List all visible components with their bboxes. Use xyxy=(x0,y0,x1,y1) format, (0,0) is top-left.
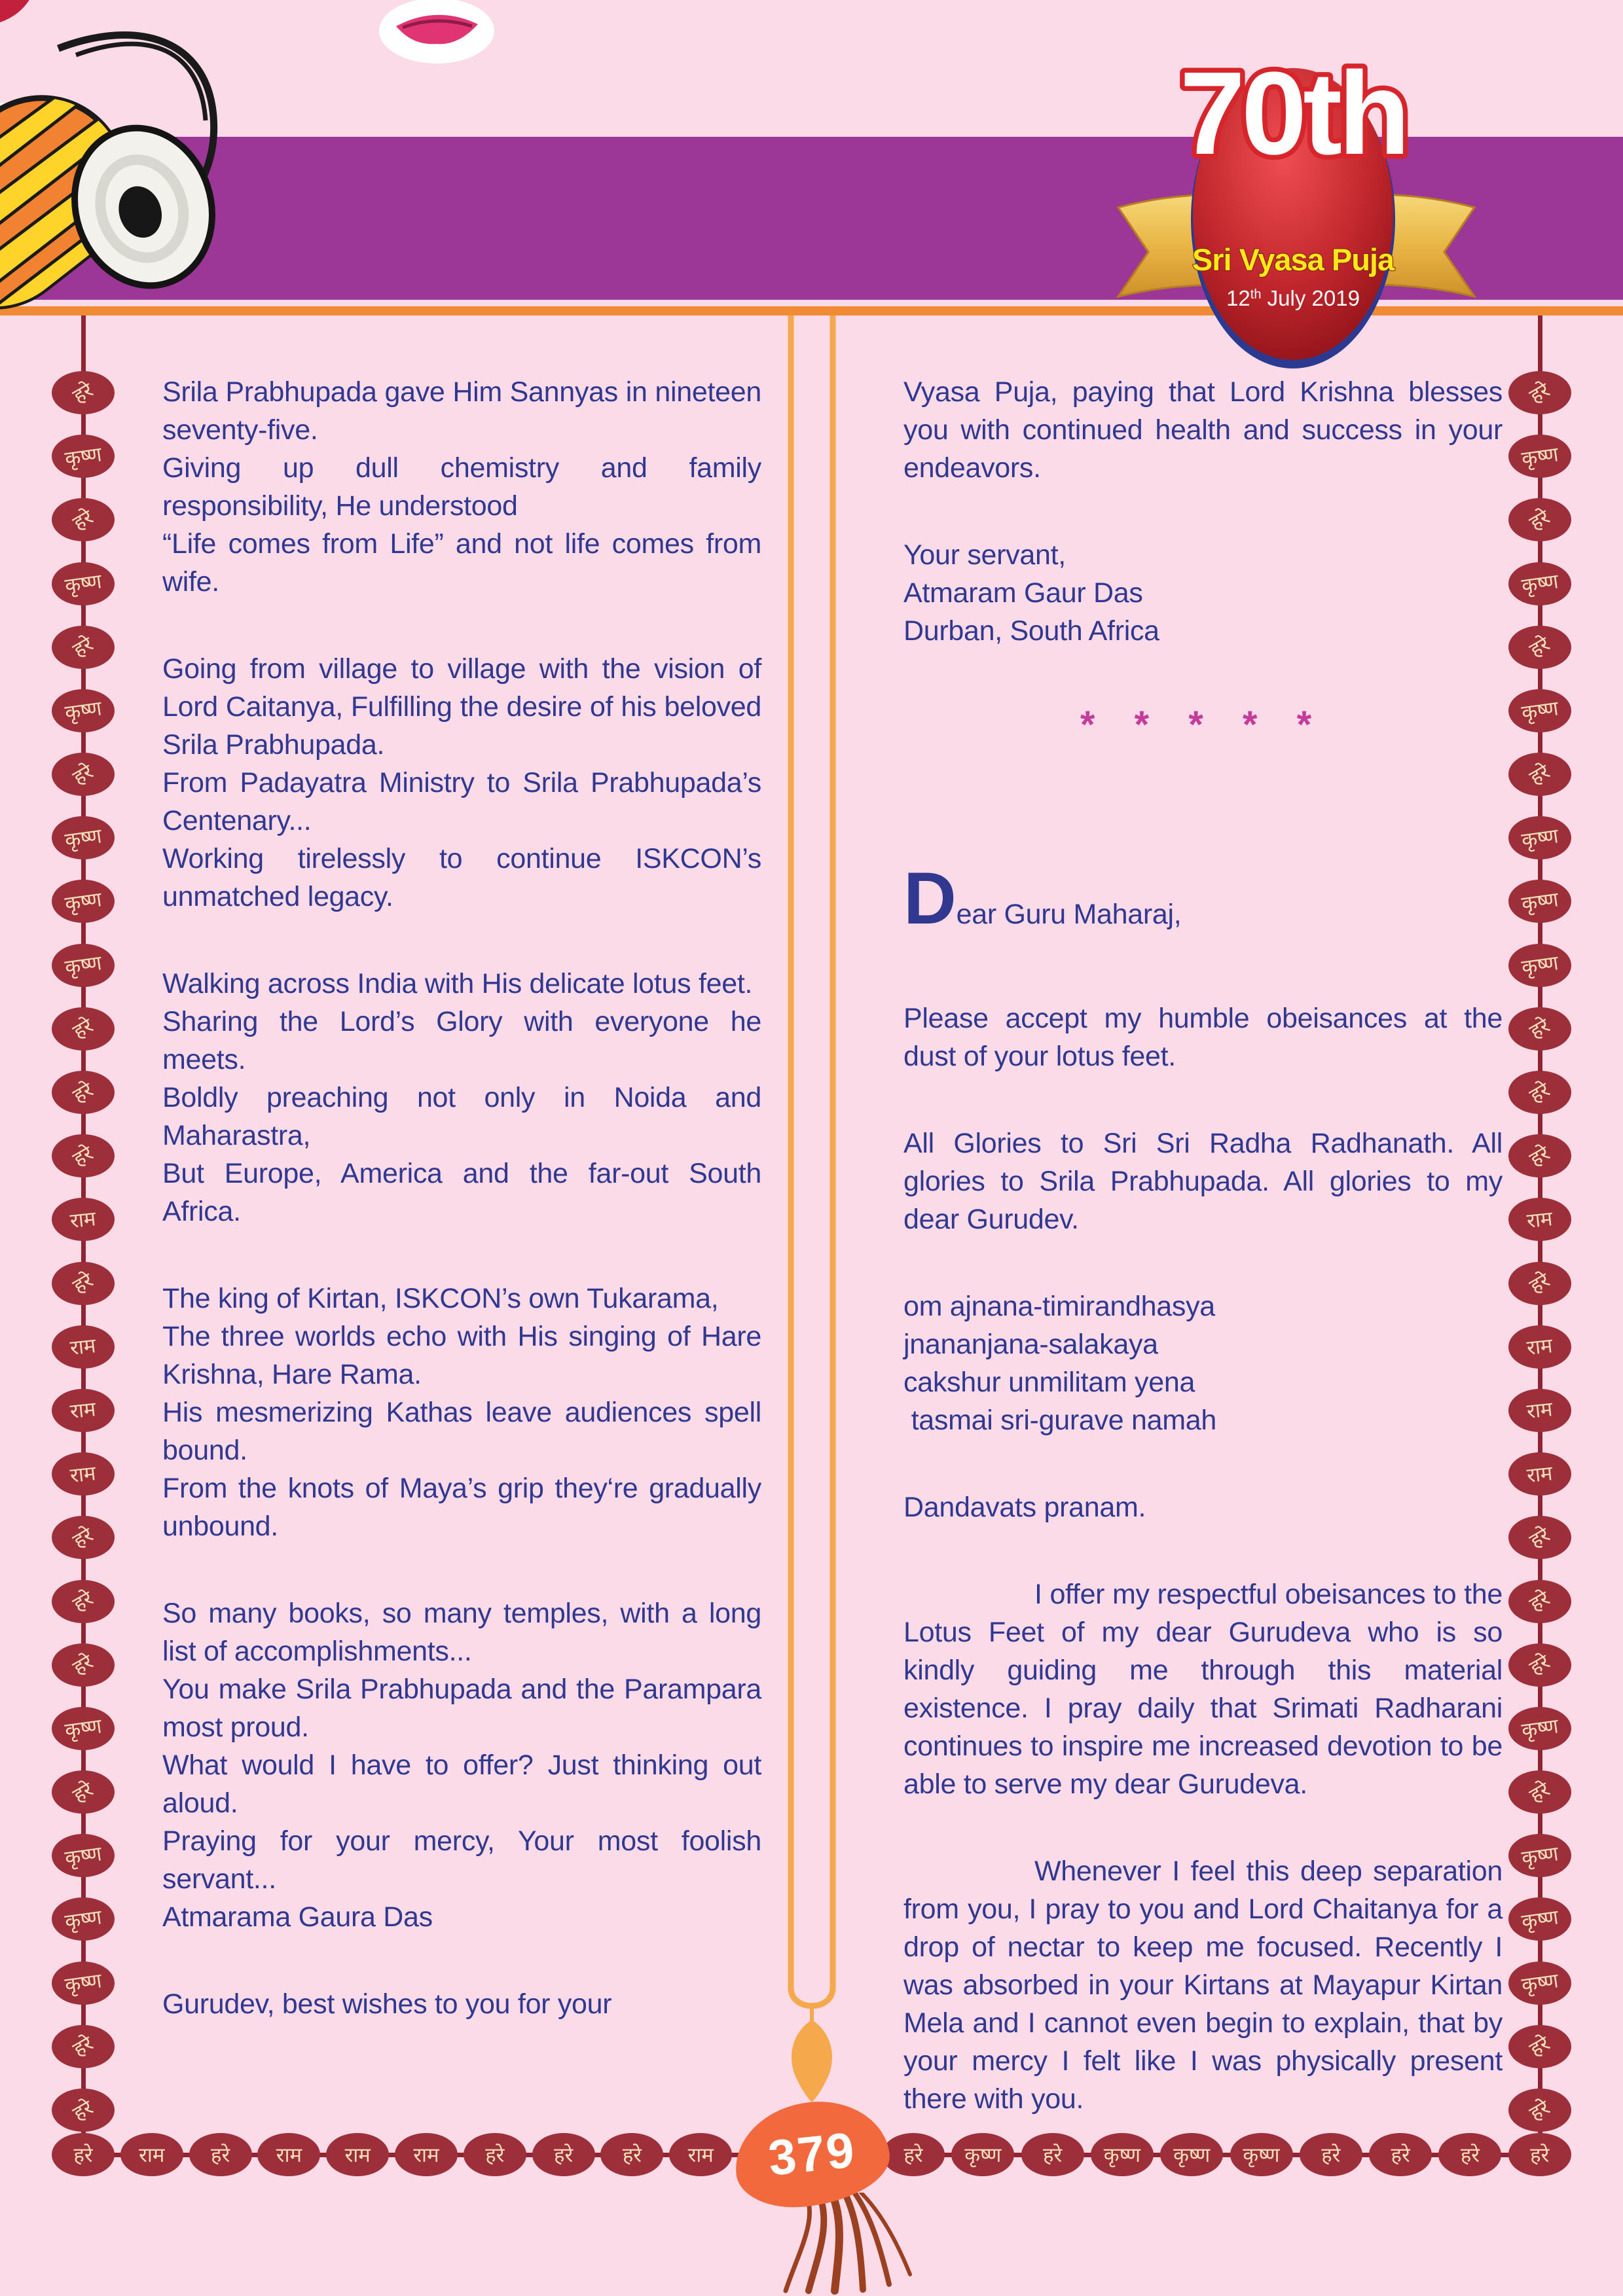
mantra-bead-label: राम xyxy=(69,1334,98,1360)
mantra-bead xyxy=(600,2133,663,2176)
paragraph: Dandavats pranam. xyxy=(903,1492,1146,1523)
verse-line: jnananjana-salakaya xyxy=(903,1329,1158,1360)
mantra-bead-label: राम xyxy=(69,1461,98,1487)
mantra-bead-label: हरे xyxy=(1525,378,1554,408)
right-text-column xyxy=(903,373,1503,2118)
mantra-bead-label: कृष्ण xyxy=(63,888,103,916)
mantra-bead-label: हरे xyxy=(1525,759,1554,789)
mantra-bead-label: राम xyxy=(687,2143,714,2166)
mantra-bead-label: कृष्ण xyxy=(63,442,103,471)
mantra-bead xyxy=(1508,880,1571,923)
mantra-bead xyxy=(532,2133,595,2176)
mantra-bead-label: हरे xyxy=(69,632,98,662)
mantra-bead-label: राम xyxy=(1525,1461,1554,1487)
mantra-bead-label: कृष्ण xyxy=(63,951,103,979)
verse-line: om ajnana-timirandhasya xyxy=(903,1291,1215,1322)
paragraph: Boldly preaching not only in Noida and Maharastra, xyxy=(162,1082,761,1151)
mantra-bead xyxy=(120,2133,183,2176)
paragraph: You make Srila Prabhupada and the Parampara most proud. xyxy=(162,1674,761,1743)
mantra-bead xyxy=(52,944,115,987)
paragraph: Gurudev, best wishes to you for your xyxy=(162,1988,612,2020)
mantra-bead-label: हरे xyxy=(1460,2143,1480,2166)
mantra-bead xyxy=(1021,2133,1084,2176)
paragraph: Walking across India with His delicate lotus feet. xyxy=(162,968,753,999)
mantra-bead-label: हरे xyxy=(1525,1077,1554,1107)
mantra-bead-label: हरे xyxy=(1321,2143,1341,2166)
mantra-bead xyxy=(52,435,115,478)
mantra-bead-label: हरे xyxy=(69,1268,98,1299)
mantra-bead-label: कृष्ण xyxy=(1520,1905,1560,1933)
mantra-bead xyxy=(669,2133,732,2176)
mantra-bead-label: कृष्ण xyxy=(964,2143,1002,2166)
paragraph: All Glories to Sri Sri Radha Radhanath. All glories to Srila Prabhupada. All glories to my dear Gurudev. xyxy=(903,1128,1503,1235)
mantra-bead-label: राम xyxy=(1525,1334,1554,1360)
tassel-brush-icon xyxy=(779,2193,930,2296)
mantra-bead xyxy=(52,1643,115,1687)
mantra-bead-label: कृष्ण xyxy=(1520,824,1560,852)
mantra-bead xyxy=(1508,1580,1571,1623)
mantra-bead-label: हरे xyxy=(69,2095,98,2125)
page-number: 379 xyxy=(765,2121,858,2187)
mantra-bead-label: कृष्ण xyxy=(1103,2143,1140,2166)
mantra-bead xyxy=(1508,371,1571,414)
mantra-bead-label: हरे xyxy=(1525,2095,1554,2125)
mantra-bead xyxy=(189,2133,252,2176)
mantra-bead xyxy=(52,689,115,732)
signature-line: Durban, South Africa xyxy=(903,615,1159,647)
mantra-bead-label: कृष्ण xyxy=(63,824,103,852)
mantra-bead xyxy=(1508,435,1571,478)
mantra-bead xyxy=(882,2133,945,2176)
mantra-bead xyxy=(1508,816,1571,859)
mantra-bead xyxy=(1508,2089,1571,2132)
signature-line: Atmaram Gaur Das xyxy=(903,577,1143,609)
paragraph: Sharing the Lord’s Glory with everyone he meets. xyxy=(162,1006,761,1075)
mantra-bead xyxy=(1508,1198,1571,1241)
paragraph: From Padayatra Ministry to Srila Prabhupada’s Centenary... xyxy=(162,767,761,836)
mantra-bead-label: हरे xyxy=(1525,1522,1554,1552)
mantra-bead xyxy=(1091,2133,1154,2176)
mantra-bead-label: राम xyxy=(1525,1206,1554,1232)
mantra-bead-label: हरे xyxy=(1525,2032,1554,2062)
mantra-bead xyxy=(52,1770,115,1814)
mantra-bead xyxy=(1508,753,1571,796)
mantra-bead xyxy=(1508,1134,1571,1177)
paragraph: Giving up dull chemistry and family responsibility, He understood xyxy=(162,452,761,522)
mantra-bead xyxy=(52,2133,115,2176)
mantra-bead xyxy=(52,2089,115,2132)
mantra-bead xyxy=(52,1580,115,1623)
mantra-bead-label: हरे xyxy=(1525,1268,1554,1299)
mantra-bead-label: कृष्ण xyxy=(63,696,103,725)
mantra-bead-label: हरे xyxy=(73,2143,93,2166)
mantra-bead xyxy=(52,1452,115,1496)
mantra-bead xyxy=(1438,2133,1501,2176)
mantra-bead xyxy=(1230,2133,1293,2176)
paragraph: Srila Prabhupada gave Him Sannyas in nineteen seventy-five. xyxy=(162,376,761,446)
signature-line: Your servant, xyxy=(903,539,1066,571)
sanskrit-verse xyxy=(903,1287,1503,1439)
mantra-bead xyxy=(52,626,115,669)
mantra-bead xyxy=(52,1198,115,1241)
mantra-bead-label: हरे xyxy=(485,2143,505,2166)
mantra-bead-label: हरे xyxy=(554,2143,574,2166)
paragraph: I offer my respectful obeisances to the Lotus Feet of my dear Gurudeva who is so kindly guiding me through this material existence. I pray daily that Srimati Radharani continues to inspire me increased devotion to be able to serve my dear Gurudeva. xyxy=(903,1579,1503,1800)
mantra-bead xyxy=(395,2133,458,2176)
verse-line: cakshur unmilitam yena xyxy=(903,1367,1195,1398)
mantra-bead-label: कृष्ण xyxy=(63,1969,103,1997)
70th-vyasa-puja-emblem xyxy=(1106,36,1486,376)
mantra-bead-label: हरे xyxy=(69,1777,98,1807)
mantra-bead xyxy=(52,1007,115,1050)
mantra-bead-label: कृष्ण xyxy=(63,569,103,598)
mantra-bead xyxy=(52,1262,115,1305)
emblem-subtitle: Sri Vyasa Puja xyxy=(1192,242,1395,277)
mantra-bead xyxy=(52,1707,115,1750)
mridanga-drum-icon xyxy=(0,0,232,331)
decorative-lips-icon xyxy=(376,0,498,65)
mantra-bead xyxy=(1508,2133,1571,2176)
mantra-bead xyxy=(1508,562,1571,605)
mantra-bead xyxy=(1369,2133,1432,2176)
paragraph: The king of Kirtan, ISKCON’s own Tukarama, xyxy=(162,1283,719,1314)
salutation xyxy=(903,857,1503,950)
paragraph: Going from village to village with the vision of Lord Caitanya, Fulfilling the desire of his beloved Srila Prabhupada. xyxy=(162,653,761,761)
mantra-bead xyxy=(1508,626,1571,669)
paragraph: Please accept my humble obeisances at the dust of your lotus feet. xyxy=(903,1003,1503,1072)
mantra-bead xyxy=(1300,2133,1362,2176)
mantra-bead xyxy=(1508,1834,1571,1877)
corner-decoration xyxy=(0,0,34,24)
mantra-bead-label: कृष्ण xyxy=(1520,442,1560,471)
emblem-date: 12th July 2019 xyxy=(1226,286,1360,310)
mantra-bead xyxy=(1508,689,1571,732)
mantra-bead xyxy=(52,1389,115,1432)
mantra-bead xyxy=(52,816,115,859)
section-separator-stars: * * * * * xyxy=(1080,704,1326,746)
column-divider-string xyxy=(773,315,851,2155)
mantra-bead xyxy=(1508,944,1571,987)
mantra-bead-label: कृष्ण xyxy=(63,1905,103,1933)
mantra-bead-label: कृष्ण xyxy=(1520,1842,1560,1870)
mantra-bead-label: कृष्ण xyxy=(63,1842,103,1870)
mantra-bead xyxy=(52,1962,115,2005)
paragraph: From the knots of Maya’s grip they‘re gradually unbound. xyxy=(162,1473,761,1542)
mantra-bead-label: हरे xyxy=(69,1650,98,1680)
mantra-bead xyxy=(326,2133,389,2176)
mantra-bead xyxy=(52,1325,115,1369)
mantra-bead-label: हरे xyxy=(1525,1650,1554,1680)
mantra-bead-label: राम xyxy=(1525,1397,1554,1424)
mantra-bead-label: हरे xyxy=(1525,632,1554,662)
mantra-bead-label: हरे xyxy=(1525,1141,1554,1171)
mantra-bead-label: कृष्ण xyxy=(1520,1714,1560,1743)
mantra-bead-label: हरे xyxy=(622,2143,642,2166)
mantra-bead xyxy=(52,1134,115,1177)
drop-cap: D xyxy=(903,857,957,939)
mantra-bead xyxy=(1508,1707,1571,1750)
paragraph: But Europe, America and the far-out South Africa. xyxy=(162,1158,761,1227)
paragraph: The three worlds echo with His singing of Hare Krishna, Hare Rama. xyxy=(162,1321,761,1390)
mantra-bead-label: कृष्ण xyxy=(63,1714,103,1743)
paragraph: “Life comes from Life” and not life comes from wife. xyxy=(162,528,761,598)
mantra-bead-label: हरे xyxy=(1525,1777,1554,1807)
mantra-bead-label: कृष्ण xyxy=(1243,2143,1280,2166)
left-text-column xyxy=(162,373,761,2023)
mantra-bead-label: राम xyxy=(139,2143,165,2166)
mantra-bead xyxy=(52,1516,115,1559)
mantra-bead xyxy=(1508,1071,1571,1114)
mantra-bead xyxy=(1508,1962,1571,2005)
mantra-bead xyxy=(1508,1516,1571,1559)
mantra-bead xyxy=(52,2025,115,2068)
mantra-bead-label: हरे xyxy=(69,1141,98,1171)
mantra-bead-label: हरे xyxy=(211,2143,230,2166)
mantra-bead xyxy=(1508,1389,1571,1432)
mantra-bead-label: हरे xyxy=(69,1587,98,1616)
mantra-bead-label: हरे xyxy=(1525,1014,1554,1044)
mantra-bead-label: हरे xyxy=(69,505,98,535)
mantra-bead-label: हरे xyxy=(69,1077,98,1107)
mantra-bead xyxy=(951,2133,1014,2176)
mantra-bead xyxy=(52,498,115,541)
mantra-bead-label: राम xyxy=(276,2143,302,2166)
mantra-bead xyxy=(52,880,115,923)
mantra-bead-label: कृष्ण xyxy=(1520,696,1560,725)
mantra-bead-label: हरे xyxy=(69,2032,98,2062)
mantra-bead xyxy=(52,753,115,796)
mantra-bead xyxy=(1508,1897,1571,1941)
salutation-text: ear Guru Maharaj, xyxy=(956,899,1182,930)
paragraph: His mesmerizing Kathas leave audiences spell bound. xyxy=(162,1397,761,1466)
mantra-bead-label: कृष्ण xyxy=(1173,2143,1211,2166)
mantra-bead xyxy=(52,1834,115,1877)
mantra-bead xyxy=(1508,1770,1571,1814)
mantra-bead-label: राम xyxy=(344,2143,371,2166)
paragraph: Praying for your mercy, Your most foolish servant... xyxy=(162,1825,761,1895)
mantra-bead xyxy=(52,1897,115,1941)
mantra-bead xyxy=(1508,1452,1571,1496)
mantra-bead-label: कृष्ण xyxy=(1520,888,1560,916)
mantra-bead xyxy=(1508,1007,1571,1050)
mantra-bead xyxy=(1508,2025,1571,2068)
mantra-bead-label: हरे xyxy=(69,1522,98,1552)
mantra-bead-label: हरे xyxy=(69,378,98,408)
mantra-bead xyxy=(1508,1325,1571,1369)
verse-line: tasmai sri-gurave namah xyxy=(903,1405,1216,1436)
mantra-bead xyxy=(257,2133,320,2176)
paragraph: Whenever I feel this deep separation from you, I pray to you and Lord Chaitanya for a drop of nectar to keep me focused. Recently I was absorbed in your Kirtans at Mayapur Kirtan Mela and I cannot even begin to explain, that by your mercy I felt like I was physically present there with you. xyxy=(903,1856,1503,2115)
paragraph: Working tirelessly to continue ISKCON’s unmatched legacy. xyxy=(162,843,761,912)
paragraph: So many books, so many temples, with a long list of accomplishments... xyxy=(162,1598,761,1667)
mantra-bead-label: कृष्ण xyxy=(1520,569,1560,598)
mantra-bead xyxy=(52,371,115,414)
mantra-bead-label: हरे xyxy=(69,1014,98,1044)
mantra-bead-label: राम xyxy=(69,1206,98,1232)
mantra-bead-label: हरे xyxy=(1530,2143,1550,2166)
mantra-bead-label: राम xyxy=(69,1397,98,1424)
mantra-bead-label: कृष्ण xyxy=(1520,951,1560,979)
mantra-bead-label: हरे xyxy=(903,2143,923,2166)
mantra-bead xyxy=(52,562,115,605)
mantra-bead-label: हरे xyxy=(69,759,98,789)
mantra-bead-label: कृष्ण xyxy=(1520,1969,1560,1997)
pendant-drop-icon xyxy=(792,2020,832,2102)
mantra-bead-label: हरे xyxy=(1391,2143,1410,2166)
mantra-bead xyxy=(1508,498,1571,541)
paragraph: Atmarama Gaura Das xyxy=(162,1901,433,1933)
paragraph: Vyasa Puja, paying that Lord Krishna blesses you with continued health and success in your endeavors. xyxy=(903,376,1503,484)
mantra-bead xyxy=(1160,2133,1223,2176)
mantra-bead-label: राम xyxy=(413,2143,439,2166)
paragraph: What would I have to offer? Just thinking out aloud. xyxy=(162,1749,761,1819)
mantra-bead-label: हरे xyxy=(1525,505,1554,535)
mantra-bead-label: हरे xyxy=(1043,2143,1063,2166)
mantra-bead xyxy=(1508,1643,1571,1687)
emblem-title: 70th xyxy=(1179,48,1407,179)
mantra-bead xyxy=(52,1071,115,1114)
mantra-bead xyxy=(1508,1262,1571,1305)
mantra-bead xyxy=(464,2133,526,2176)
mantra-bead-label: हरे xyxy=(1525,1587,1554,1616)
